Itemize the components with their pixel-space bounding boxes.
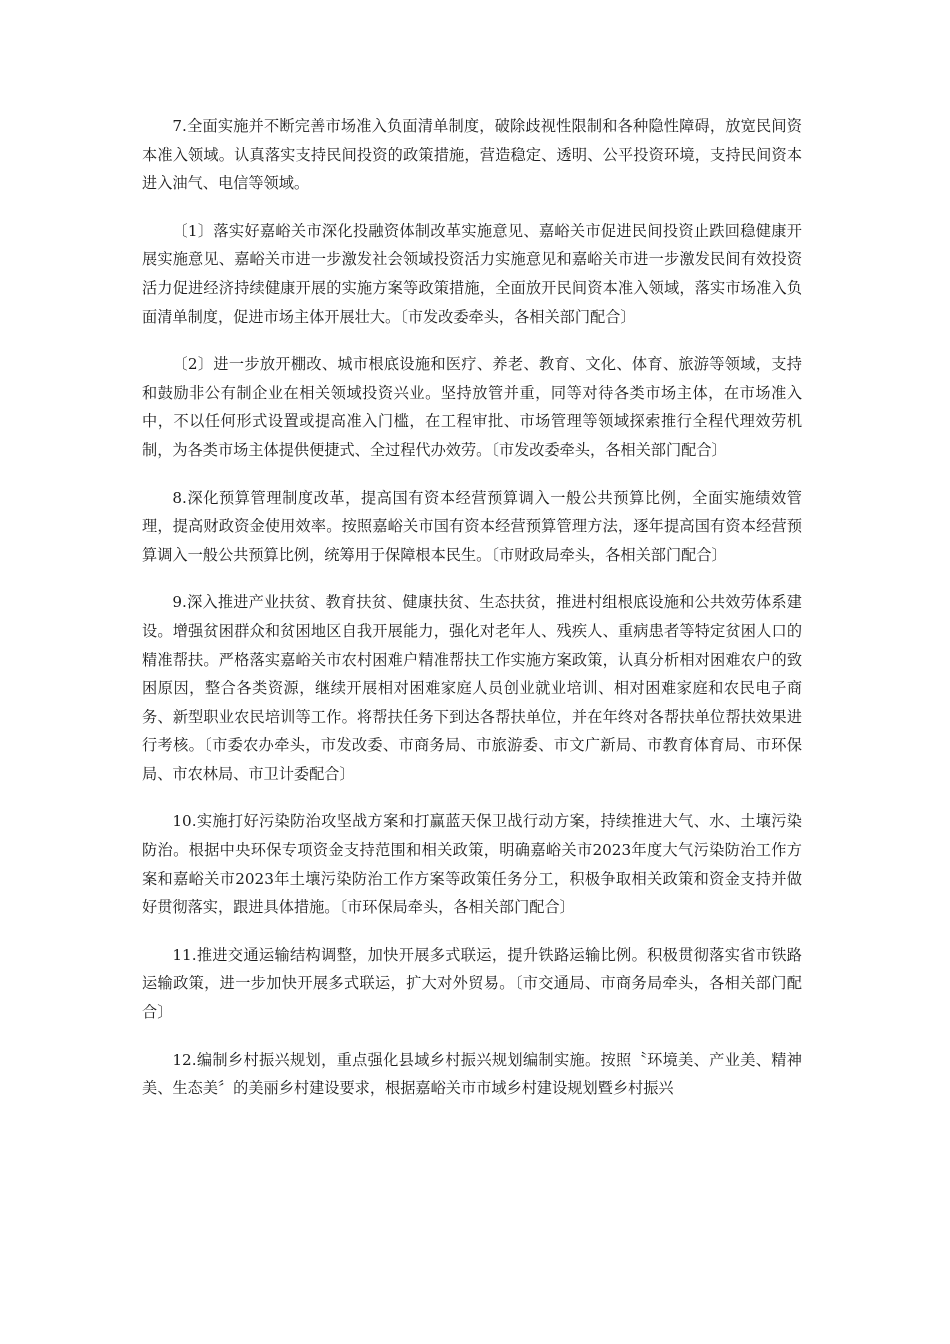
paragraph-item-12: 12.编制乡村振兴规划，重点强化县域乡村振兴规划编制实施。按照〝环境美、产业美、精神美、生态美〞的美丽乡村建设要求，根据嘉峪关市市域乡村建设规划暨乡村振兴 — [142, 1050, 802, 1098]
paragraph-subitem-2: 〔2〕进一步放开棚改、城市根底设施和医疗、养老、教育、文化、体育、旅游等领域，支持和鼓励非公有制企业在相关领域投资兴业。坚持放管并重，同等对待各类市场主体，在市场准入中，不以任何形式设置或提高准入门槛，在工程审批、市场管理等领域探索推行全程代理效劳机制，为各类市场主体提供便捷式、全过程代办效劳。〔市发改委牵头，各相关部门配合〕 — [142, 355, 802, 459]
paragraph-item-10: 10.实施打好污染防治攻坚战方案和打赢蓝天保卫战行动方案，持续推进大气、水、土壤污染防治。根据中央环保专项资金支持范围和相关政策，明确嘉峪关市2023年度大气污染防治工作方案和嘉峪关市2023年土壤污染防治工作方案等政策任务分工，积极争取相关政策和资金支持并做好贯彻落实，跟进具体措施。〔市环保局牵头，各相关部门配合〕 — [142, 812, 802, 917]
paragraph-item-7: 7.全面实施并不断完善市场准入负面清单制度，破除歧视性限制和各种隐性障碍，放宽民间资本准入领域。认真落实支持民间投资的政策措施，营造稳定、透明、公平投资环境，支持民间资本进入油气、电信等领域。 — [142, 117, 802, 193]
paragraph-item-11: 11.推进交通运输结构调整，加快开展多式联运，提升铁路运输比例。积极贯彻落实省市铁路运输政策，进一步加快开展多式联运，扩大对外贸易。〔市交通局、市商务局牵头，各相关部门配合〕 — [142, 945, 802, 1022]
paragraph-subitem-1: 〔1〕落实好嘉峪关市深化投融资体制改革实施意见、嘉峪关市促进民间投资止跌回稳健康开展实施意见、嘉峪关市进一步激发社会领域投资活力实施意见和嘉峪关市进一步激发民间有效投资活力促进经济持续健康开展的实施方案等政策措施，全面放开民间资本准入领域，落实市场准入负面清单制度，促进市场主体开展壮大。〔市发改委牵头，各相关部门配合〕 — [142, 221, 802, 326]
document-body — [142, 112, 802, 1122]
paragraph-item-9: 9.深入推进产业扶贫、教育扶贫、健康扶贫、生态扶贫，推进村组根底设施和公共效劳体系建设。增强贫困群众和贫困地区自我开展能力，强化对老年人、残疾人、重病患者等特定贫困人口的精准帮扶。严格落实嘉峪关市农村困难户精准帮扶工作实施方案政策，认真分析相对困难农户的致困原因，整合各类资源，继续开展相对困难家庭人员创业就业培训、相对困难家庭和农民电子商务、新型职业农民培训等工作。将帮扶任务下到达各帮扶单位，并在年终对各帮扶单位帮扶效果进行考核。〔市委农办牵头，市发改委、市商务局、市旅游委、市文广新局、市教育体育局、市环保局、市农林局、市卫计委配合〕 — [142, 593, 802, 783]
paragraph-item-8: 8.深化预算管理制度改革，提高国有资本经营预算调入一般公共预算比例，全面实施绩效管理，提高财政资金使用效率。按照嘉峪关市国有资本经营预算管理方法，逐年提高国有资本经营预算调入一般公共预算比例，统筹用于保障根本民生。〔市财政局牵头，各相关部门配合〕 — [142, 488, 802, 564]
